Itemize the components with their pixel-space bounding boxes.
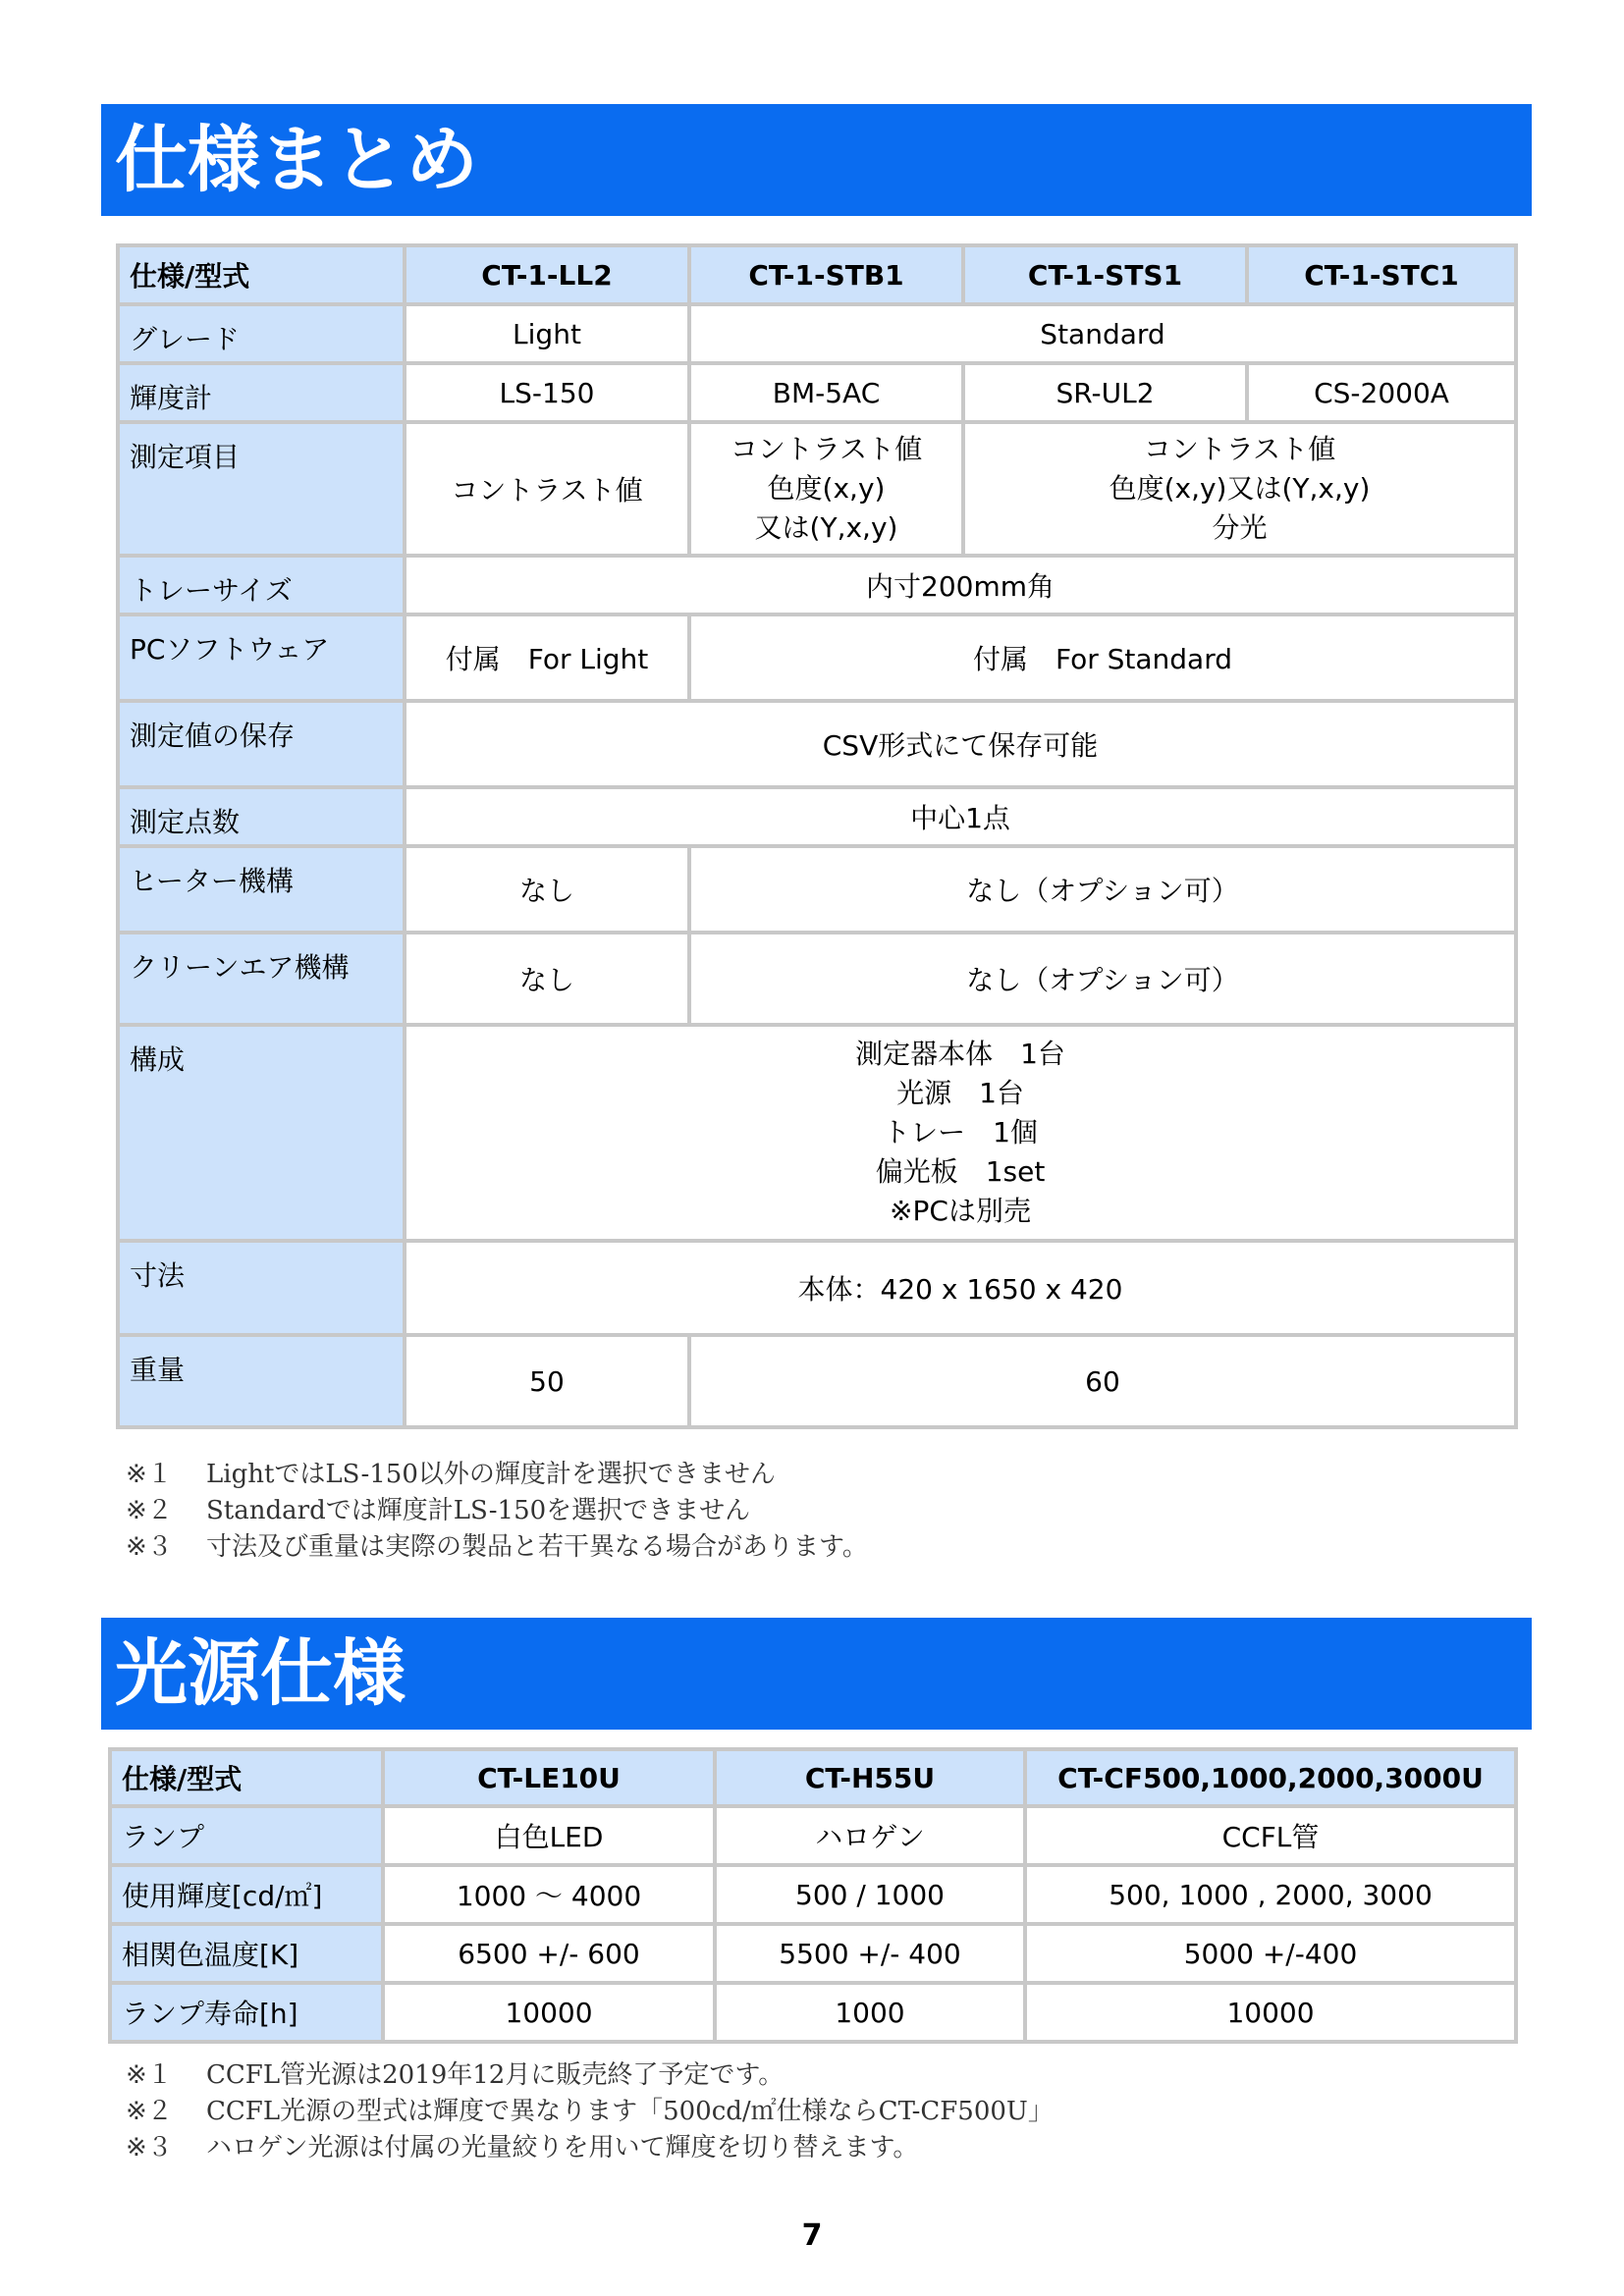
table-cell: コントラスト値: [405, 422, 689, 556]
cell-line: 色度(x,y): [767, 472, 886, 505]
row-label: 輝度計: [118, 363, 405, 422]
table-cell: Light: [405, 304, 689, 363]
row-label: ランプ寿命[h]: [110, 1983, 383, 2042]
table-row: [118, 556, 1516, 614]
cell-line: トレー 1個: [883, 1116, 1038, 1148]
row-label: ランプ: [110, 1806, 383, 1865]
header-cell: CT-1-STB1: [689, 245, 963, 304]
table-cell: 付属 For Standard: [689, 614, 1516, 701]
note-mark: ※２: [126, 2097, 173, 2126]
note-item: [126, 1493, 868, 1529]
table-cell: 10000: [1025, 1983, 1516, 2042]
cell-line: 測定器本体 1台: [855, 1038, 1065, 1070]
row-label: トレーサイズ: [118, 556, 405, 614]
table-row: [118, 701, 1516, 787]
table-cell: BM-5AC: [689, 363, 963, 422]
table-cell: なし: [405, 933, 689, 1025]
row-label: 測定値の保存: [118, 701, 405, 787]
note-item: [126, 2094, 1054, 2130]
header-cell: CT-1-STC1: [1247, 245, 1516, 304]
header-cell: CT-1-LL2: [405, 245, 689, 304]
note-item: [126, 2130, 1054, 2166]
table-cell: 50: [405, 1335, 689, 1427]
table-cell: CS-2000A: [1247, 363, 1516, 422]
note-text: 寸法及び重量は実際の製品と若干異なる場合があります。: [206, 1532, 868, 1562]
spec-summary-table: [116, 243, 1518, 1429]
table-cell: 5000 +/-400: [1025, 1924, 1516, 1983]
note-text: CCFL光源の型式は輝度で異なります「500cd/㎡仕様ならCT-CF500U」: [206, 2097, 1054, 2126]
header-cell: 仕様/型式: [118, 245, 405, 304]
table-row: [118, 1335, 1516, 1427]
table-cell: なし（オプション可）: [689, 933, 1516, 1025]
row-label: 重量: [118, 1335, 405, 1427]
cell-line: コントラスト値: [1143, 433, 1336, 465]
header-cell: CT-CF500,1000,2000,3000U: [1025, 1749, 1516, 1806]
table-cell: 1000 ～ 4000: [383, 1865, 715, 1924]
table-row: [118, 1025, 1516, 1241]
table-row: [118, 304, 1516, 363]
note-mark: ※３: [126, 2133, 173, 2163]
page-number: 7: [801, 2218, 823, 2253]
table-cell: 本体：420 x 1650 x 420: [405, 1241, 1516, 1335]
table-cell: 内寸200mm角: [405, 556, 1516, 614]
note-item: [126, 1457, 868, 1493]
section-title-light-source: 光源仕様: [101, 1618, 1532, 1730]
cell-line: 又は(Y,x,y): [754, 511, 898, 544]
cell-line: 偏光板 1set: [875, 1155, 1046, 1188]
table-cell: 10000: [383, 1983, 715, 2042]
cell-line: コントラスト値: [730, 433, 923, 465]
table-cell: 5500 +/- 400: [715, 1924, 1025, 1983]
table-cell: 60: [689, 1335, 1516, 1427]
table-row: [118, 933, 1516, 1025]
row-label: 使用輝度[cd/㎡]: [110, 1865, 383, 1924]
table-cell: CCFL管: [1025, 1806, 1516, 1865]
row-label: ヒーター機構: [118, 846, 405, 933]
table-row: [110, 1865, 1516, 1924]
table-cell: [689, 422, 963, 556]
table-cell: 500, 1000 , 2000, 3000: [1025, 1865, 1516, 1924]
note-mark: ※１: [126, 2060, 173, 2090]
spec-notes: [126, 1457, 868, 1566]
table-row: [118, 1241, 1516, 1335]
header-cell: CT-LE10U: [383, 1749, 715, 1806]
table-row: [110, 1924, 1516, 1983]
note-text: Standardでは輝度計LS-150を選択できません: [206, 1496, 751, 1525]
table-row: [110, 1806, 1516, 1865]
cell-line: ※PCは別売: [890, 1195, 1031, 1227]
table-row: [110, 1983, 1516, 2042]
table-cell: CSV形式にて保存可能: [405, 701, 1516, 787]
table-row: [118, 422, 1516, 556]
table-cell: [405, 1025, 1516, 1241]
table-cell: Standard: [689, 304, 1516, 363]
section-title-spec-summary: 仕様まとめ: [101, 104, 1532, 216]
row-label: クリーンエア機構: [118, 933, 405, 1025]
row-label: PCソフトウェア: [118, 614, 405, 701]
table-cell: 1000: [715, 1983, 1025, 2042]
table-cell: SR-UL2: [963, 363, 1247, 422]
cell-line: 分光: [1212, 511, 1268, 544]
table-cell: なし: [405, 846, 689, 933]
note-mark: ※３: [126, 1532, 173, 1562]
light-source-table: [108, 1747, 1518, 2044]
row-label: 構成: [118, 1025, 405, 1241]
table-cell: ハロゲン: [715, 1806, 1025, 1865]
row-label: 相関色温度[K]: [110, 1924, 383, 1983]
table-header-row: [110, 1749, 1516, 1806]
table-cell: 白色LED: [383, 1806, 715, 1865]
header-cell: CT-1-STS1: [963, 245, 1247, 304]
table-cell: 6500 +/- 600: [383, 1924, 715, 1983]
row-label: 寸法: [118, 1241, 405, 1335]
row-label: 測定点数: [118, 787, 405, 846]
row-label: 測定項目: [118, 422, 405, 556]
header-cell: 仕様/型式: [110, 1749, 383, 1806]
table-cell: なし（オプション可）: [689, 846, 1516, 933]
table-row: [118, 846, 1516, 933]
table-row: [118, 787, 1516, 846]
light-source-notes: [126, 2057, 1054, 2166]
table-cell: 付属 For Light: [405, 614, 689, 701]
note-text: ハロゲン光源は付属の光量絞りを用いて輝度を切り替えます。: [206, 2133, 919, 2163]
header-cell: CT-H55U: [715, 1749, 1025, 1806]
table-cell: [963, 422, 1516, 556]
table-cell: 500 / 1000: [715, 1865, 1025, 1924]
note-item: [126, 1529, 868, 1566]
cell-line: 色度(x,y)又は(Y,x,y): [1109, 472, 1371, 505]
note-item: [126, 2057, 1054, 2094]
table-cell: LS-150: [405, 363, 689, 422]
note-mark: ※１: [126, 1460, 173, 1489]
table-cell: 中心1点: [405, 787, 1516, 846]
table-row: [118, 614, 1516, 701]
cell-line: 光源 1台: [896, 1077, 1024, 1109]
note-text: LightではLS-150以外の輝度計を選択できません: [206, 1460, 776, 1489]
table-header-row: [118, 245, 1516, 304]
table-row: [118, 363, 1516, 422]
row-label: グレード: [118, 304, 405, 363]
note-text: CCFL管光源は2019年12月に販売終了予定です。: [206, 2060, 785, 2090]
note-mark: ※２: [126, 1496, 173, 1525]
